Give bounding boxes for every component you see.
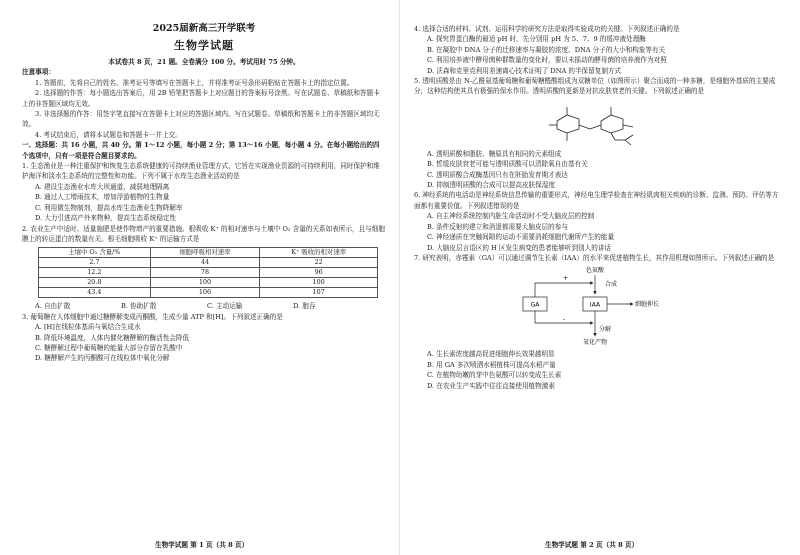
chain-bond [623, 125, 633, 127]
question-3-stem: 3. 葡萄糖在人体细胞中通过糖酵解变成丙酮酸，生成少量 ATP 和[H]。下列叙述正确的是 [22, 312, 283, 321]
question-2-options [22, 301, 386, 311]
question-6-option: B. 条件反射的建立和消退都需要大脑皮层的参与 [427, 222, 568, 231]
table-cell: 96 [260, 268, 378, 278]
question-3-option: A. [H]在线粒体基质与氧结合生成水 [35, 323, 141, 332]
notice-heading: 注意事项： [22, 68, 55, 77]
question-1-option: D. 大力引进高产外来物种，提高生态系统稳定性 [35, 214, 177, 223]
hyaluronic-acid-structure-figure [543, 99, 653, 147]
table-cell: 44 [150, 258, 260, 268]
notice-item: 2. 选择题的作答：每小题选出答案后，用 2B 铅笔把答题卡上对应题目的答案标号涂黑。写在试题卷、草稿纸和答题卡上的非答题区域均无效。 [22, 89, 380, 108]
exam-title: 2025届新高三开学联考 [152, 23, 256, 34]
ga-iaa-mechanism-diagram [503, 265, 693, 347]
diagram-sign-plus: + [563, 275, 569, 283]
table-cell: 107 [260, 288, 378, 298]
table-cell: 2.7 [39, 258, 151, 268]
question-3-option: C. 糖酵解过程中葡萄糖的能量大部分存留在乳酸中 [35, 343, 183, 352]
glucuronic-ring [557, 115, 579, 133]
side-bond [625, 140, 631, 145]
diagram-label-breakdown: 分解 [599, 326, 612, 334]
glycosidic-bond [590, 125, 601, 129]
question-5-option: D. 抑制透明质酸的合成可以提高皮肤保湿度 [427, 181, 555, 190]
side-bond [625, 135, 633, 140]
table-header: 土壤中 O₂ 含量/% [39, 248, 151, 258]
question-1-stem: 1. 生态渔业是一种注重保护和恢复生态系统健康的可持续渔业管理方式，它旨在实现渔业资源的可持续利用，同时保护和维护海洋和淡水生态系统的完整性和功能。下列不属于水库生态渔业活动的是 [22, 162, 380, 181]
question-4-option: D. 沃森和克里克利用差速离心技术证明了 DNA 的半保留复制方式 [427, 66, 622, 75]
diagram-label-iaa: IAA [589, 301, 601, 309]
question-1-option: B. 通过人工增雨技术，增加浮游植物的生物量 [35, 193, 170, 202]
table-row [39, 288, 378, 298]
table-row [39, 258, 378, 268]
question-4-option: B. 在凝胶中 DNA 分子的迁移速率与凝胶的浓度、DNA 分子的大小和构象等有关 [427, 45, 666, 54]
exam-info: 本试卷共 8 页，21 题。全卷满分 100 分。考试用时 75 分钟。 [108, 58, 300, 66]
diagram-label-tryptophan: 色氨酸 [585, 267, 605, 275]
notice-item: 1. 答题前，先将自己的姓名、准考证号等填写在答题卡上，并将准考证号条形码粘贴在答题卡上的指定位置。 [35, 78, 354, 87]
diagram-label-elongation: 细胞伸长 [635, 301, 660, 309]
question-5-option: C. 透明质酸合成酶基因只有在胚胎发育期才表达 [427, 170, 568, 179]
question-7-option: A. 生长素浓度越高促进细胞伸长效果越明显 [427, 350, 555, 359]
table-cell: 106 [150, 288, 260, 298]
question-2-stem: 2. 农业生产中适时、适量施肥是使作物增产的重要措施。根吸收 K⁺ 的相对速率与土壤中 O₂ 含量的关系如表所示，且与细胞膜上的转运蛋白的数量有关。根毛细胞吸收 K⁺ 的运输方式是 [22, 224, 385, 243]
table-header: K⁺ 吸收的相对速率 [260, 248, 378, 258]
question-5-stem: 5. 透明质酸是由 N-乙酰氨基葡萄糖和葡萄糖醛酸组成为双糖单位（如图所示）聚合而成的一种多糖，是细胞外基质的主要成分，这种结构使其具有极强的保水作用。透明质酸的更新是对抗皮肤衰老的关键。下列叙述正确的是 [414, 77, 776, 96]
question-2-option: B. 协助扩散 [121, 302, 157, 311]
table-row [39, 278, 378, 288]
section-heading: 一、选择题：共 16 小题，共 40 分。第 1～12 小题，每小题 2 分；第 13～16 小题，每小题 4 分。在每小题给出的四个选项中，只有一项是符合题目要求的。 [22, 141, 380, 160]
question-3-option: B. 降低环境温度，人体内催化糖酵解的酶活性会降低 [35, 333, 190, 342]
question-6-option: C. 神经递质在突触间隙的运动不需要消耗细胞代谢所产生的能量 [427, 233, 615, 242]
page-footer: 生物学试题 第 1 页（共 8 页） [155, 541, 249, 549]
acetylglucosamine-ring [601, 115, 623, 133]
diagram-label-oxidation: 氧化产物 [582, 339, 608, 347]
notice-item: 4. 考试结束后，请将本试题卷和答题卡一并上交。 [35, 130, 182, 139]
question-5-option: B. 皙缓皮肤衰老可能与透明质酸可以清除氧自由基有关 [427, 160, 588, 169]
question-6-stem: 6. 神经系统的电活动是神经系统信息传输的重要形式，神经电生理学检查在神经肌肉相关疾病的诊断、监测、预防、评估等方面都有重要价值。下列叙述错误的是 [414, 191, 779, 210]
page-2 [400, 0, 800, 555]
question-7-option: D. 在农业生产实践中往往直接使用植物激素 [427, 381, 555, 390]
question-7-stem: 7. 研究表明，赤霉素（GA）可以通过调节生长素（IAA）的水平来促进植物生长，其作用机理如图所示。下列叙述正确的是 [414, 253, 775, 262]
question-4-option: A. 探究胃蛋白酶的最适 pH 时，先分别用 pH 为 5、7、9 的缓冲液处理酶 [427, 35, 646, 44]
ga-promote-arrow [535, 283, 593, 297]
table-cell: 20.8 [39, 278, 151, 288]
table-cell: 100 [260, 278, 378, 288]
question-2-option: C. 主动运输 [207, 302, 243, 311]
page-footer: 生物学试题 第 2 页（共 8 页） [545, 541, 639, 549]
glycosidic-bond [579, 125, 590, 129]
table-cell: 22 [260, 258, 378, 268]
subject-title: 生物学试题 [174, 39, 234, 52]
question-1-option: A. 建设生态渔业水库大坝通道，减弱地理隔离 [35, 182, 170, 191]
table-cell: 43.4 [39, 288, 151, 298]
table-cell: 78 [150, 268, 260, 278]
table-cell: 12.2 [39, 268, 151, 278]
question-6-option: D. 大脑皮层言语区的 H 区发生病变的患者能够听到别人的讲话 [427, 243, 612, 252]
question-6-option: A. 自主神经系统控制内脏生命活动时不受大脑皮层的控制 [427, 212, 595, 221]
question-7-option: B. 用 GA 多次喷洒水稻植株可提高水稻产量 [427, 360, 556, 369]
question-5-option: A. 透明质酸和脂肪、糖原具有相同的元素组成 [427, 149, 562, 158]
question-3-option: D. 糖酵解产生的丙酮酸可在线粒体中氧化分解 [35, 354, 170, 363]
question-2-option: D. 胞吞 [293, 302, 316, 311]
question-4-stem: 4. 选择合适的材料、试剂、运用科学的研究方法是取得实验成功的关键。下列叙述正确的是 [414, 25, 680, 33]
question-7-option: C. 在植物幼嫩的芽中色氨酸可以转变成生长素 [427, 371, 562, 380]
question-4-option: C. 利用培养液中酵母菌种群数量的变化时，要以未摇动的酵母菌的培养液作为对照 [427, 56, 667, 65]
question-2-option: A. 自由扩散 [35, 302, 71, 311]
table-cell: 100 [150, 278, 260, 288]
table-header: 细胞呼吸相对速率 [150, 248, 260, 258]
table-row [39, 268, 378, 278]
notice-item: 3. 非选择题的作答：用签字笔直接写在答题卡上对应的答题区域内。写在试题卷、草稿纸和答题卡上的非答题区域均无效。 [22, 110, 380, 129]
question-1-option: C. 利用微生物制剂，提高水库生态渔业生物降解率 [35, 203, 183, 212]
table-header-row [39, 248, 378, 258]
potassium-uptake-table [38, 247, 378, 298]
side-bond [611, 133, 615, 140]
diagram-label-synthesis: 合成 [605, 281, 618, 289]
diagram-sign-minus: - [563, 316, 566, 324]
diagram-label-ga: GA [530, 301, 540, 309]
